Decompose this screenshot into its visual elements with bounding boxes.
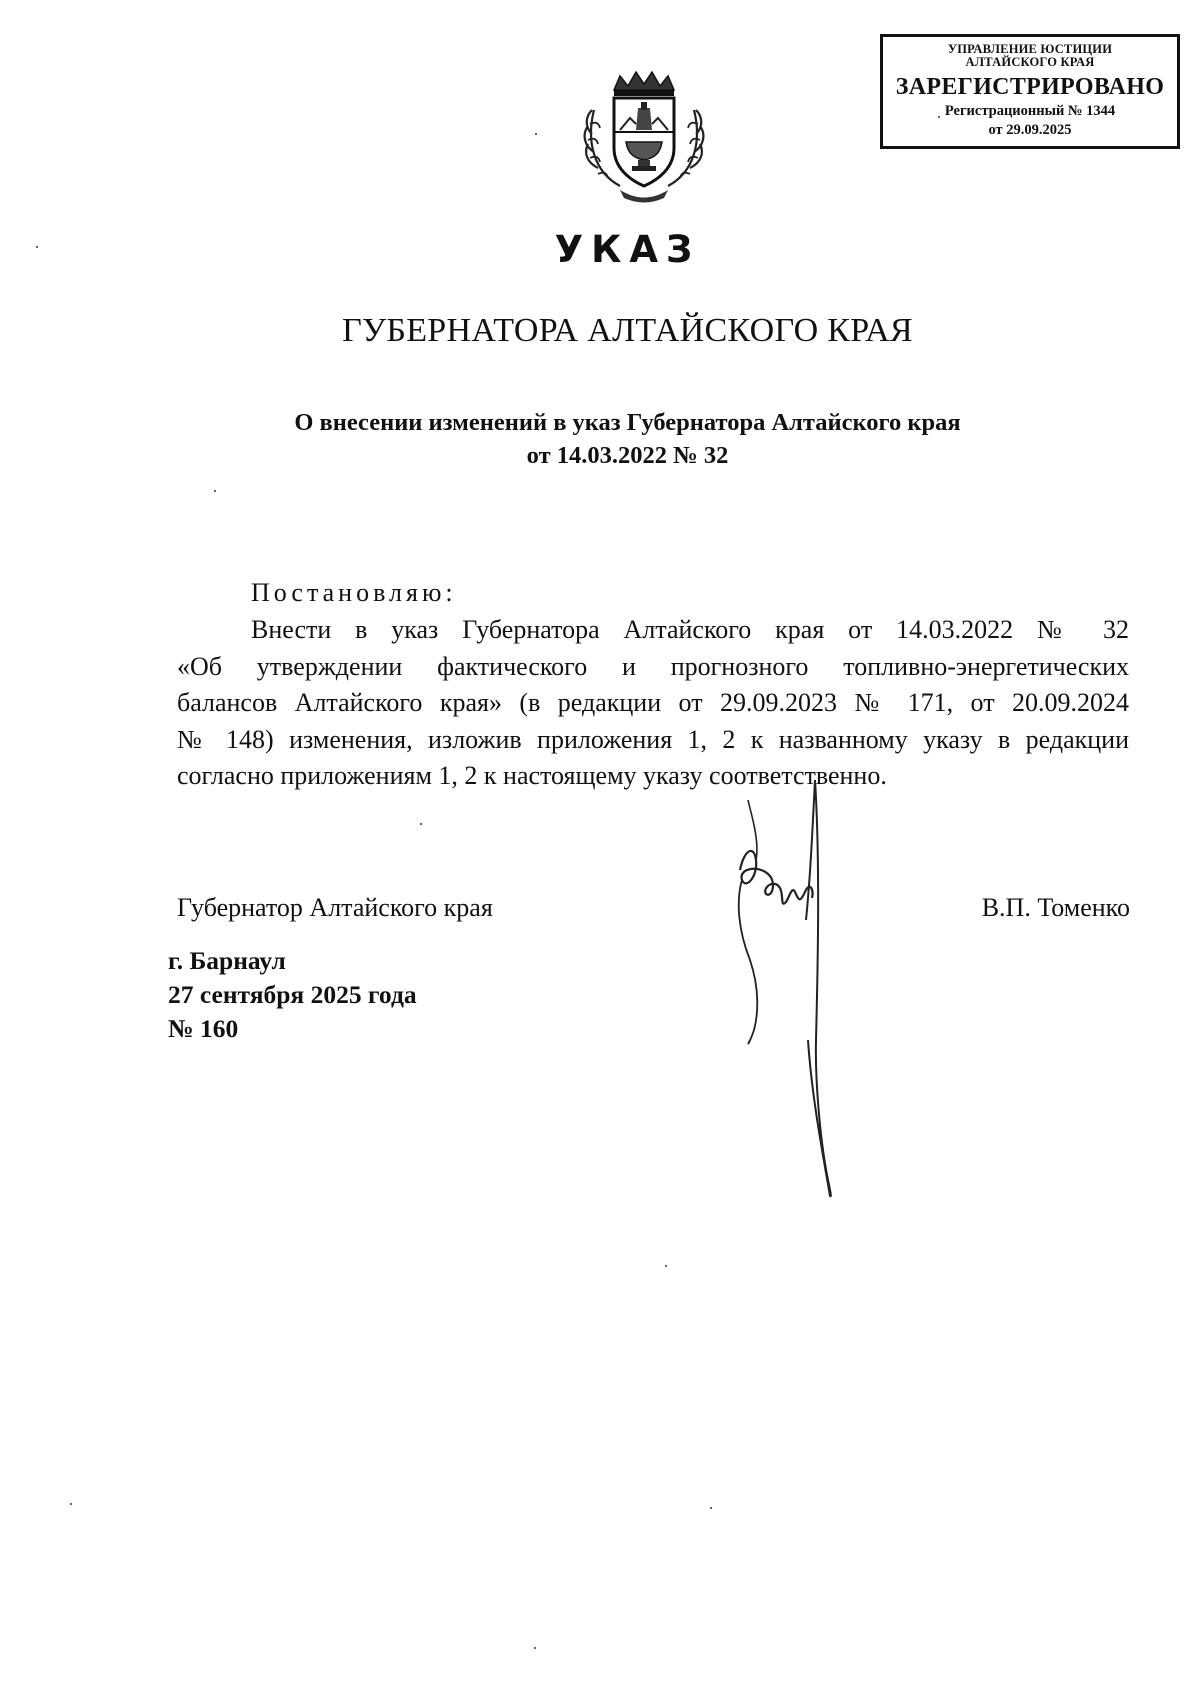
document-heading bbox=[0, 406, 1200, 472]
handwritten-signature bbox=[720, 780, 880, 1200]
scan-speck bbox=[710, 1507, 712, 1509]
scan-speck bbox=[420, 823, 422, 825]
scan-speck bbox=[36, 246, 38, 248]
scan-speck bbox=[938, 116, 940, 118]
body-line-4: № 148) изменения, изложив приложения 1, 2 к названному указу в редакции bbox=[177, 724, 1129, 754]
body-line-5: согласно приложениям 1, 2 к настоящему указу соответственно. bbox=[177, 761, 887, 790]
heading-line-1: О внесении изменений в указ Губернатора Алтайского края bbox=[294, 409, 961, 436]
decree-word: Постановляю: bbox=[251, 578, 457, 607]
document-type-title: УКАЗ bbox=[554, 228, 701, 271]
decree-number: № 160 bbox=[168, 1014, 239, 1043]
stamp-status: ЗАРЕГИСТРИРОВАНО bbox=[895, 74, 1165, 100]
signatory-title: Губернатор Алтайского края bbox=[177, 893, 493, 922]
scan-speck bbox=[70, 1503, 72, 1505]
decree-body bbox=[177, 612, 1129, 795]
document-issuer: ГУБЕРНАТОРА АЛТАЙСКОГО КРАЯ bbox=[342, 312, 913, 349]
stamp-org-line1: УПРАВЛЕНИЕ ЮСТИЦИИ bbox=[947, 42, 1113, 56]
body-line-3: балансов Алтайского края» (в редакции от 29.09.2023 № 171, от 20.09.2024 bbox=[177, 688, 1129, 717]
stamp-registration-number: Регистрационный № 1344 bbox=[944, 103, 1116, 119]
stamp-registration-date: от 29.09.2025 bbox=[988, 122, 1072, 138]
stamp-org-line2: АЛТАЙСКОГО КРАЯ bbox=[965, 55, 1095, 69]
registration-stamp bbox=[880, 34, 1180, 149]
scan-speck bbox=[214, 490, 216, 492]
scan-speck bbox=[535, 133, 537, 135]
place-of-signing: г. Барнаул bbox=[168, 946, 286, 975]
signing-date: 27 сентября 2025 года bbox=[168, 980, 417, 1009]
body-line-1: Внести в указ Губернатора Алтайского края от 14.03.2022 № 32 bbox=[251, 615, 1129, 644]
body-line-2: «Об утверждении фактического и прогнозного топливно-энергетических bbox=[177, 651, 1129, 681]
scan-speck bbox=[665, 1265, 667, 1267]
signatory-name: В.П. Томенко bbox=[981, 893, 1130, 922]
scan-speck bbox=[534, 1647, 536, 1649]
coat-of-arms-icon bbox=[580, 68, 708, 203]
stamp-organization bbox=[883, 43, 1177, 69]
heading-line-2: от 14.03.2022 № 32 bbox=[526, 442, 729, 469]
